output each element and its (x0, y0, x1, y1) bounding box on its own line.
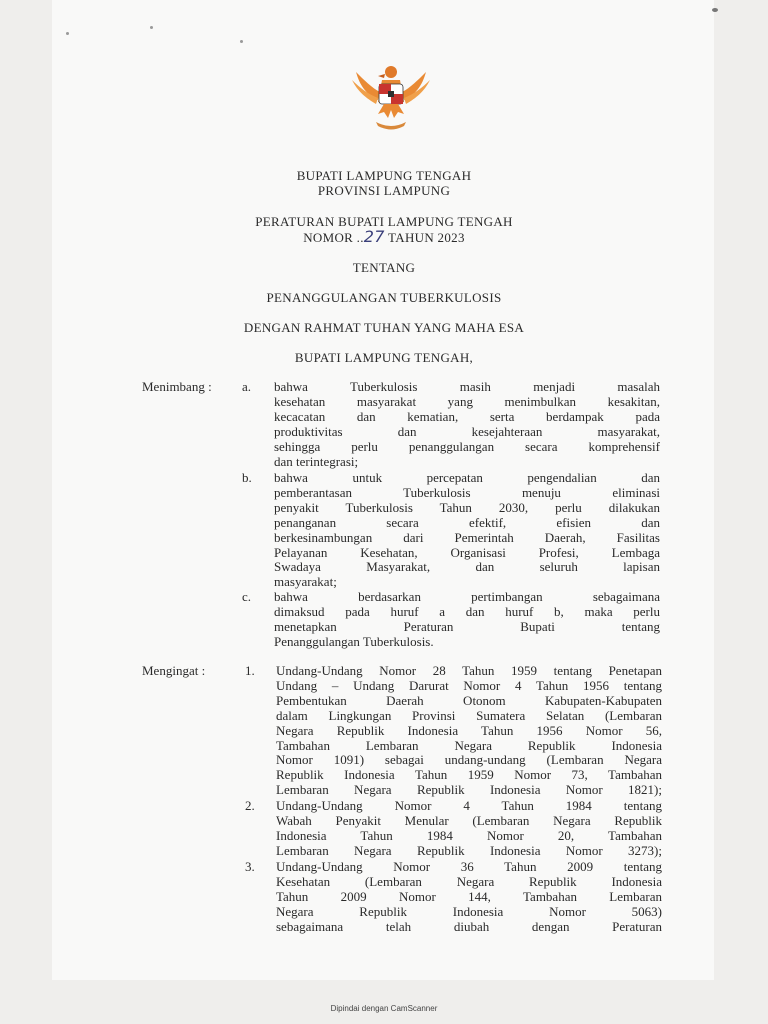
number-prefix: NOMOR .. (303, 230, 364, 245)
menimbang-label: Menimbang : (142, 379, 212, 394)
text-line: pemberantasan Tuberkulosis menuju eliminasi (274, 484, 660, 500)
regent-title: BUPATI LAMPUNG TENGAH (296, 168, 472, 183)
text-line: dan terintegrasi; (274, 453, 359, 469)
text-line: sebagaimana telah diubah dengan Peraturan (276, 918, 662, 934)
menimbang-marker-c: c. (242, 589, 252, 604)
scan-speck (150, 26, 153, 29)
text-line: penyakit Tuberkulosis Tahun 2030, perlu dilakukan (274, 499, 660, 515)
text-line: dimaksud pada huruf a dan huruf b, maka perlu (274, 603, 660, 619)
menimbang-item-a (274, 380, 660, 469)
authority-line: BUPATI LAMPUNG TENGAH, (294, 350, 474, 365)
text-line: Undang-Undang Nomor 4 Tahun 1984 tentang (276, 798, 662, 813)
text-line: Tahun 2009 Nomor 144, Tambahan Lembaran (276, 888, 662, 904)
scan-speck (240, 40, 243, 43)
handwritten-number: 27 (363, 227, 385, 246)
scan-speck (66, 32, 69, 35)
mengingat-marker-3: 3. (245, 859, 255, 874)
text-line: Undang-Undang Nomor 28 Tahun 1959 tentang Penetapan (276, 663, 662, 678)
number-suffix: TAHUN 2023 (384, 230, 465, 245)
text-line: Lembaran Negara Republik Indonesia Nomor 1821); (276, 782, 662, 798)
garuda-emblem-icon (348, 58, 434, 136)
mengingat-label: Mengingat : (142, 663, 206, 678)
text-line: masyarakat; (274, 574, 337, 590)
menimbang-item-c (274, 590, 660, 650)
mengingat-item-3 (276, 860, 662, 935)
text-line: Tambahan Lembaran Negara Republik Indonesia (276, 737, 662, 753)
province-title: PROVINSI LAMPUNG (317, 183, 451, 198)
menimbang-marker-b: b. (242, 470, 252, 485)
mengingat-item-2 (276, 799, 662, 859)
text-line: Nomor 1091) sebagai undang-undang (Lembaran Negara (276, 752, 662, 768)
text-line: berkesinambungan dari Pemerintah Daerah, Fasilitas (274, 529, 660, 545)
text-line: kecacatan dan kematian, serta berdampak pada (274, 408, 660, 424)
blessing-line: DENGAN RAHMAT TUHAN YANG MAHA ESA (243, 320, 525, 335)
subject-heading: PENANGGULANGAN TUBERKULOSIS (266, 290, 502, 305)
text-line: penanganan secara efektif, efisien dan (274, 514, 660, 530)
menimbang-item-b (274, 471, 660, 590)
regulation-number (0, 229, 768, 245)
scan-speck (712, 8, 718, 12)
text-line: Swadaya Masyarakat, dan seluruh lapisan (274, 559, 660, 575)
text-line: kesehatan masyarakat yang menimbulkan kesakitan, (274, 393, 660, 409)
text-line: bahwa untuk percepatan pengendalian dan (274, 470, 660, 485)
text-line: Undang-Undang Nomor 36 Tahun 2009 tentang (276, 859, 662, 874)
mengingat-item-1 (276, 664, 662, 798)
text-line: Kesehatan (Lembaran Negara Republik Indonesia (276, 873, 662, 889)
menimbang-marker-a: a. (242, 379, 252, 394)
text-line: bahwa Tuberkulosis masih menjadi masalah (274, 379, 660, 394)
text-line: Indonesia Tahun 1984 Nomor 20, Tambahan (276, 827, 662, 843)
text-line: Penanggulangan Tuberkulosis. (274, 633, 434, 649)
mengingat-marker-2: 2. (245, 798, 255, 813)
text-line: Undang – Undang Darurat Nomor 4 Tahun 1956 tentang (276, 677, 662, 693)
text-line: Lembaran Negara Republik Indonesia Nomor 3273); (276, 842, 662, 858)
text-line: Negara Republik Indonesia Tahun 1956 Nomor 56, (276, 722, 662, 738)
text-line: dalam Lingkungan Provinsi Sumatera Selatan (Lembaran (276, 707, 662, 723)
text-line: sehingga perlu penanggulangan secara komprehensif (274, 438, 660, 454)
text-line: menetapkan Peraturan Bupati tentang (274, 618, 660, 634)
text-line: Pelayanan Kesehatan, Organisasi Profesi, Lembaga (274, 544, 660, 560)
text-line: Wabah Penyakit Menular (Lembaran Negara Republik (276, 812, 662, 828)
text-line: Pembentukan Daerah Otonom Kabupaten-Kabupaten (276, 692, 662, 708)
text-line: bahwa berdasarkan pertimbangan sebagaimana (274, 589, 660, 604)
text-line: produktivitas dan kesejahteraan masyarakat, (274, 423, 660, 439)
scanner-watermark: Dipindai dengan CamScanner (330, 1004, 438, 1013)
text-line: Negara Republik Indonesia Nomor 5063) (276, 903, 662, 919)
about-heading: TENTANG (352, 260, 416, 275)
regulation-title: PERATURAN BUPATI LAMPUNG TENGAH (255, 214, 513, 229)
mengingat-marker-1: 1. (245, 663, 255, 678)
text-line: Republik Indonesia Tahun 1959 Nomor 73, Tambahan (276, 767, 662, 783)
